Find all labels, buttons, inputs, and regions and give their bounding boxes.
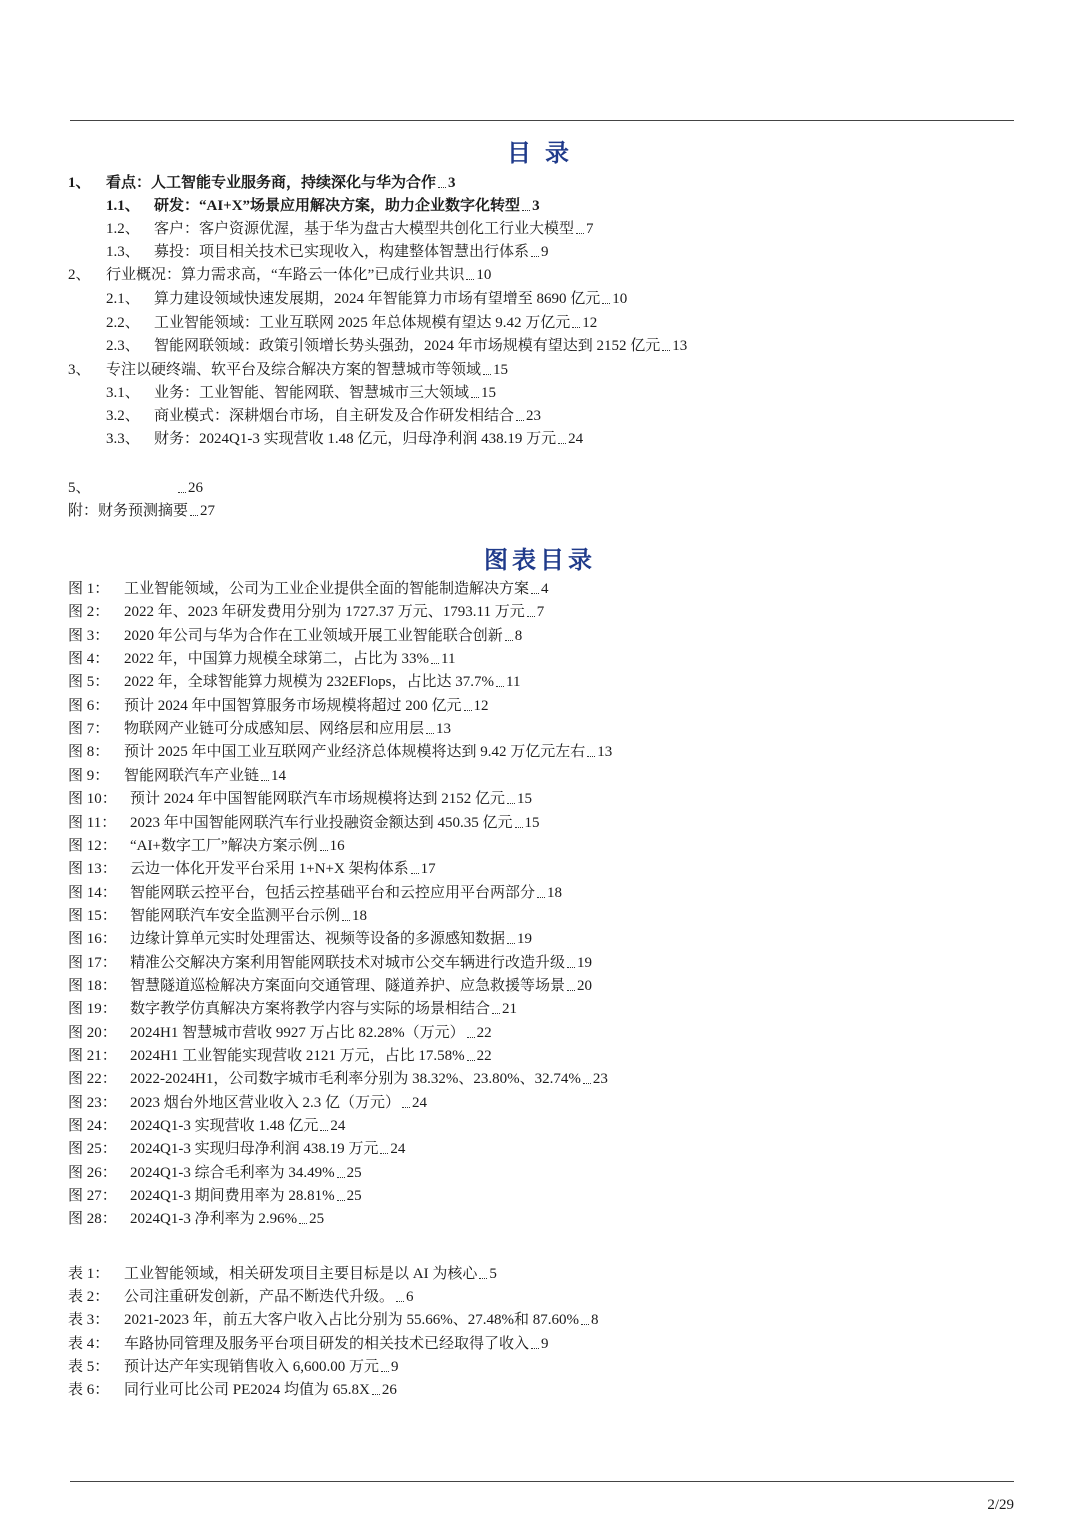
figures-entry-title: 云边一体化开发平台采用 1+N+X 架构体系 [130, 861, 409, 877]
figures-entry-title: 2024Q1-3 实现归母净利润 438.19 万元 [130, 1141, 379, 1157]
dot-leader [505, 640, 513, 641]
figures-entry-title: 2022 年，中国算力规模全球第二，占比为 33% [124, 651, 429, 667]
toc-entry-title: 业务：工业智能、智能网联、智慧城市三大领域 [154, 385, 470, 401]
figures-entry-number: 图 27： [68, 1188, 117, 1204]
tables-entry-title: 工业智能领域，相关研发项目主要目标是以 AI 为核心 [124, 1266, 478, 1282]
figures-entry-number: 图 22： [68, 1071, 117, 1087]
dot-leader [380, 1153, 388, 1154]
tables-entry-page: 9 [541, 1336, 549, 1352]
toc-entry-page: 26 [188, 480, 203, 496]
figures-entry-number: 图 3： [68, 628, 110, 644]
figures-entry-title: 2022 年，全球智能算力规模为 232EFlops，占比达 37.7% [124, 674, 495, 690]
tables-entry-title: 同行业可比公司 PE2024 均值为 65.8X [124, 1382, 370, 1398]
dot-leader [261, 780, 269, 781]
toc-entry-title: 看点：人工智能专业服务商，持续深化与华为合作 [106, 175, 437, 191]
figures-entry-page: 7 [536, 604, 545, 620]
figures-entry-number: 图 16： [68, 931, 117, 947]
toc-entry-title: 行业概况：算力需求高，“车路云一体化”已成行业共识 [106, 267, 465, 283]
toc-entry-title: 算力建设领域快速发展期，2024 年智能算力市场有望增至 8690 亿元 [154, 291, 601, 307]
dot-leader [396, 1301, 404, 1302]
tables-entry-title: 车路协同管理及服务平台项目研发的相关技术已经取得了收入 [124, 1336, 530, 1352]
figures-entry-title: 2024Q1-3 期间费用率为 28.81% [130, 1188, 335, 1204]
dot-leader [531, 593, 539, 594]
figures-entry-title: 精准公交解决方案利用智能网联技术对城市公交车辆进行改造升级 [130, 955, 566, 971]
dot-leader [567, 990, 575, 991]
figures-entry-title: 2022-2024H1，公司数字城市毛利率分别为 38.32%、23.80%、32.74% [130, 1071, 581, 1087]
figures-entry-number: 图 18： [68, 978, 117, 994]
tables-entry-number: 表 2： [68, 1289, 110, 1305]
figures-entry-page: 18 [352, 908, 368, 924]
figures-entry-title: 2024Q1-3 净利率为 2.96% [130, 1211, 298, 1227]
dot-leader [567, 967, 575, 968]
toc-entry-page: 3 [532, 198, 540, 214]
dot-leader [466, 279, 474, 280]
dot-leader [576, 233, 584, 234]
figures-entry-page: 11 [441, 651, 456, 667]
toc-entry-page: 13 [672, 338, 688, 354]
figures-entry-title: 2024H1 工业智能实现营收 2121 万元，占比 17.58% [130, 1048, 465, 1064]
figures-entry-page: 13 [597, 744, 613, 760]
dot-leader [492, 1013, 500, 1014]
toc-entry-title: 募投：项目相关技术已实现收入，构建整体智慧出行体系 [154, 244, 530, 260]
toc-entry-page: 12 [582, 315, 598, 331]
dot-leader [467, 1060, 475, 1061]
figures-entry-number: 图 4： [68, 651, 110, 667]
dot-leader [496, 686, 504, 687]
dot-leader [402, 1107, 410, 1108]
toc-entry-page: 7 [586, 221, 594, 237]
dot-leader [471, 397, 479, 398]
toc-entry-number: 3.2、 [106, 408, 140, 424]
figures-entry-page: 24 [390, 1141, 406, 1157]
figures-entry-page: 25 [309, 1211, 325, 1227]
toc-entry-page: 24 [568, 431, 584, 447]
toc-entry-title: 专注以硬终端、软平台及综合解决方案的智慧城市等领域 [106, 362, 482, 378]
tables-entry-number: 表 4： [68, 1336, 110, 1352]
figures-entry-number: 图 19： [68, 1001, 117, 1017]
toc-entry-number: 1、 [68, 175, 91, 191]
toc-entry-title: 财务预测摘要 [98, 503, 189, 519]
dot-leader [507, 803, 515, 804]
figures-entry-page: 22 [476, 1025, 492, 1041]
figures-entry-title: 2023 烟台外地区营业收入 2.3 亿（万元） [130, 1095, 401, 1111]
figures-entry-title: 智慧隧道巡检解决方案面向交通管理、隧道养护、应急救援等场景 [130, 978, 566, 994]
figures-entry-number: 图 20： [68, 1025, 117, 1041]
figures-entry-page: 8 [514, 628, 523, 644]
toc-heading: 目 录 [507, 141, 573, 167]
figures-entry-title: 2023 年中国智能网联汽车行业投融资金额达到 450.35 亿元 [130, 815, 513, 831]
dot-leader [522, 210, 530, 211]
tables-entry-number: 表 5： [68, 1359, 110, 1375]
figures-entry-page: 12 [473, 698, 489, 714]
figures-entry-title: 边缘计算单元实时处理雷达、视频等设备的多源感知数据 [130, 931, 506, 947]
figures-entry-number: 图 1： [68, 581, 110, 597]
figures-entry-number: 图 11： [68, 815, 117, 831]
figures-entry-page: 23 [592, 1071, 608, 1087]
toc-entry-page: 10 [476, 267, 492, 283]
figures-entry-page: 13 [436, 721, 452, 737]
toc-entry-number: 3.1、 [106, 385, 140, 401]
bottom-divider [70, 1481, 1014, 1482]
toc-entry-title: 客户：客户资源优渥，基于华为盘古大模型共创化工行业大模型 [154, 221, 575, 237]
figures-entry-title: 物联网产业链可分成感知层、网络层和应用层 [124, 721, 425, 737]
tables-entry-title: 公司注重研发创新，产品不断迭代升级。 [124, 1289, 395, 1305]
toc-entry-number: 3.3、 [106, 431, 140, 447]
toc-entry-number: 1.3、 [106, 244, 140, 260]
dot-leader [531, 1348, 539, 1349]
figures-entry-title: 2020 年公司与华为合作在工业领域开展工业智能联合创新 [124, 628, 503, 644]
dot-leader [337, 1177, 345, 1178]
figures-entry-title: 预计 2025 年中国工业互联网产业经济总体规模将达到 9.42 万亿元左右 [124, 744, 586, 760]
tables-entry-page: 5 [489, 1266, 497, 1282]
top-divider [70, 120, 1014, 121]
figures-entry-number: 图 15： [68, 908, 117, 924]
figures-entry-title: 工业智能领域，公司为工业企业提供全面的智能制造解决方案 [124, 581, 530, 597]
toc-entry-page: 9 [541, 244, 549, 260]
figures-entry-number: 图 7： [68, 721, 110, 737]
dot-leader [483, 374, 491, 375]
dot-leader [337, 1200, 345, 1201]
dot-leader [516, 420, 524, 421]
figures-entry-page: 11 [506, 674, 521, 690]
tables-entry-page: 8 [590, 1312, 599, 1328]
figures-entry-title: 2024H1 智慧城市营收 9927 万占比 82.28%（万元） [130, 1025, 465, 1041]
figures-entry-page: 17 [420, 861, 436, 877]
dot-leader [587, 756, 595, 757]
figures-entry-number: 图 24： [68, 1118, 117, 1134]
toc-entry-page: 3 [448, 175, 456, 191]
toc-entry-title: 财务：2024Q1-3 实现营收 1.48 亿元，归母净利润 438.19 万元 [154, 431, 557, 447]
figures-entry-number: 图 26： [68, 1165, 117, 1181]
dot-leader [438, 187, 446, 188]
dot-leader [515, 827, 523, 828]
figures-entry-number: 图 21： [68, 1048, 117, 1064]
figures-heading: 图表目录 [484, 548, 596, 574]
figures-entry-number: 图 2： [68, 604, 110, 620]
dot-leader [299, 1223, 307, 1224]
dot-leader [431, 663, 439, 664]
dot-leader [467, 1037, 475, 1038]
dot-leader [190, 515, 198, 516]
figures-entry-number: 图 9： [68, 768, 110, 784]
figures-entry-page: 20 [577, 978, 593, 994]
dot-leader [558, 443, 566, 444]
figures-entry-title: 2024Q1-3 综合毛利率为 34.49% [130, 1165, 335, 1181]
figures-entry-number: 图 8： [68, 744, 110, 760]
dot-leader [572, 327, 580, 328]
figures-entry-page: 15 [524, 815, 540, 831]
toc-entry-page: 27 [200, 503, 216, 519]
figures-entry-page: 25 [346, 1165, 362, 1181]
toc-entry-number: 3、 [68, 362, 91, 378]
dot-leader [381, 1371, 389, 1372]
tables-entry-title: 2021-2023 年，前五大客户收入占比分别为 55.66%、27.48%和 87.60% [124, 1312, 579, 1328]
dot-leader [464, 710, 472, 711]
toc-entry-title: 智能网联领域：政策引领增长势头强劲，2024 年市场规模有望达到 2152 亿元 [154, 338, 661, 354]
dot-leader [537, 897, 545, 898]
toc-entry-number: 1.2、 [106, 221, 140, 237]
figures-entry-title: 预计 2024 年中国智能网联汽车市场规模将达到 2152 亿元 [130, 791, 506, 807]
figures-entry-number: 图 10： [68, 791, 117, 807]
figures-entry-page: 16 [329, 838, 345, 854]
dot-leader [662, 350, 670, 351]
dot-leader [602, 303, 610, 304]
figures-entry-title: 智能网联云控平台，包括云控基础平台和云控应用平台两部分 [130, 885, 536, 901]
toc-entry-number: 2.1、 [106, 291, 140, 307]
figures-entry-page: 24 [412, 1095, 428, 1111]
page-number: 2/29 [987, 1497, 1014, 1513]
figures-entry-page: 19 [577, 955, 593, 971]
figures-entry-number: 图 6： [68, 698, 110, 714]
toc-entry-number: 2.3、 [106, 338, 140, 354]
dot-leader [320, 1130, 328, 1131]
figures-entry-number: 图 17： [68, 955, 117, 971]
figures-entry-title: 智能网联汽车安全监测平台示例 [130, 908, 341, 924]
tables-entry-page: 6 [406, 1289, 414, 1305]
toc-entry-number: 2.2、 [106, 315, 140, 331]
dot-leader [411, 873, 419, 874]
toc-entry-page: 23 [526, 408, 542, 424]
toc-entry-number: 1.1、 [106, 198, 140, 214]
dot-leader [583, 1083, 591, 1084]
figures-entry-number: 图 28： [68, 1211, 117, 1227]
figures-entry-title: 智能网联汽车产业链 [124, 768, 260, 784]
figures-entry-title: “AI+数字工厂”解决方案示例 [130, 838, 318, 854]
figures-entry-number: 图 25： [68, 1141, 117, 1157]
figures-entry-page: 15 [517, 791, 533, 807]
figures-entry-page: 14 [271, 768, 287, 784]
tables-entry-number: 表 6： [68, 1382, 110, 1398]
toc-entry-title: 商业模式：深耕烟台市场，自主研发及合作研发相结合 [154, 408, 515, 424]
toc-entry-number: 5、 [68, 480, 91, 496]
figures-entry-page: 19 [517, 931, 533, 947]
figures-entry-page: 21 [502, 1001, 518, 1017]
dot-leader [527, 616, 535, 617]
dot-leader [479, 1278, 487, 1279]
figures-entry-number: 图 13： [68, 861, 117, 877]
tables-entry-page: 26 [381, 1382, 397, 1398]
tables-entry-title: 预计达产年实现销售收入 6,600.00 万元 [124, 1359, 380, 1375]
dot-leader [426, 733, 434, 734]
figures-entry-page: 4 [541, 581, 549, 597]
dot-leader [372, 1394, 380, 1395]
figures-entry-page: 18 [547, 885, 563, 901]
toc-entry-title: 研发：“AI+X”场景应用解决方案，助力企业数字化转型 [154, 198, 521, 214]
toc-entry-page: 15 [493, 362, 509, 378]
dot-leader [507, 943, 515, 944]
tables-entry-page: 9 [391, 1359, 399, 1375]
figures-entry-number: 图 5： [68, 674, 110, 690]
figures-entry-title: 预计 2024 年中国智算服务市场规模将超过 200 亿元 [124, 698, 462, 714]
figures-entry-page: 24 [330, 1118, 346, 1134]
figures-entry-title: 2024Q1-3 实现营收 1.48 亿元 [130, 1118, 319, 1134]
toc-entry-page: 10 [612, 291, 628, 307]
toc-entry-number: 2、 [68, 267, 91, 283]
dot-leader [178, 492, 186, 493]
figures-entry-page: 25 [346, 1188, 362, 1204]
tables-entry-number: 表 1： [68, 1266, 110, 1282]
toc-entry-title: 工业智能领域：工业互联网 2025 年总体规模有望达 9.42 万亿元 [154, 315, 571, 331]
figures-entry-number: 图 14： [68, 885, 117, 901]
figures-entry-number: 图 23： [68, 1095, 117, 1111]
dot-leader [320, 850, 328, 851]
toc-entry-page: 15 [481, 385, 497, 401]
figures-entry-title: 2022 年、2023 年研发费用分别为 1727.37 万元、1793.11 万元 [124, 604, 525, 620]
dot-leader [531, 256, 539, 257]
toc-entry-number: 附： [68, 503, 99, 519]
figures-entry-number: 图 12： [68, 838, 117, 854]
dot-leader [342, 920, 350, 921]
figures-entry-title: 数字教学仿真解决方案将教学内容与实际的场景相结合 [130, 1001, 491, 1017]
figures-entry-page: 22 [476, 1048, 492, 1064]
tables-entry-number: 表 3： [68, 1312, 110, 1328]
dot-leader [581, 1324, 589, 1325]
